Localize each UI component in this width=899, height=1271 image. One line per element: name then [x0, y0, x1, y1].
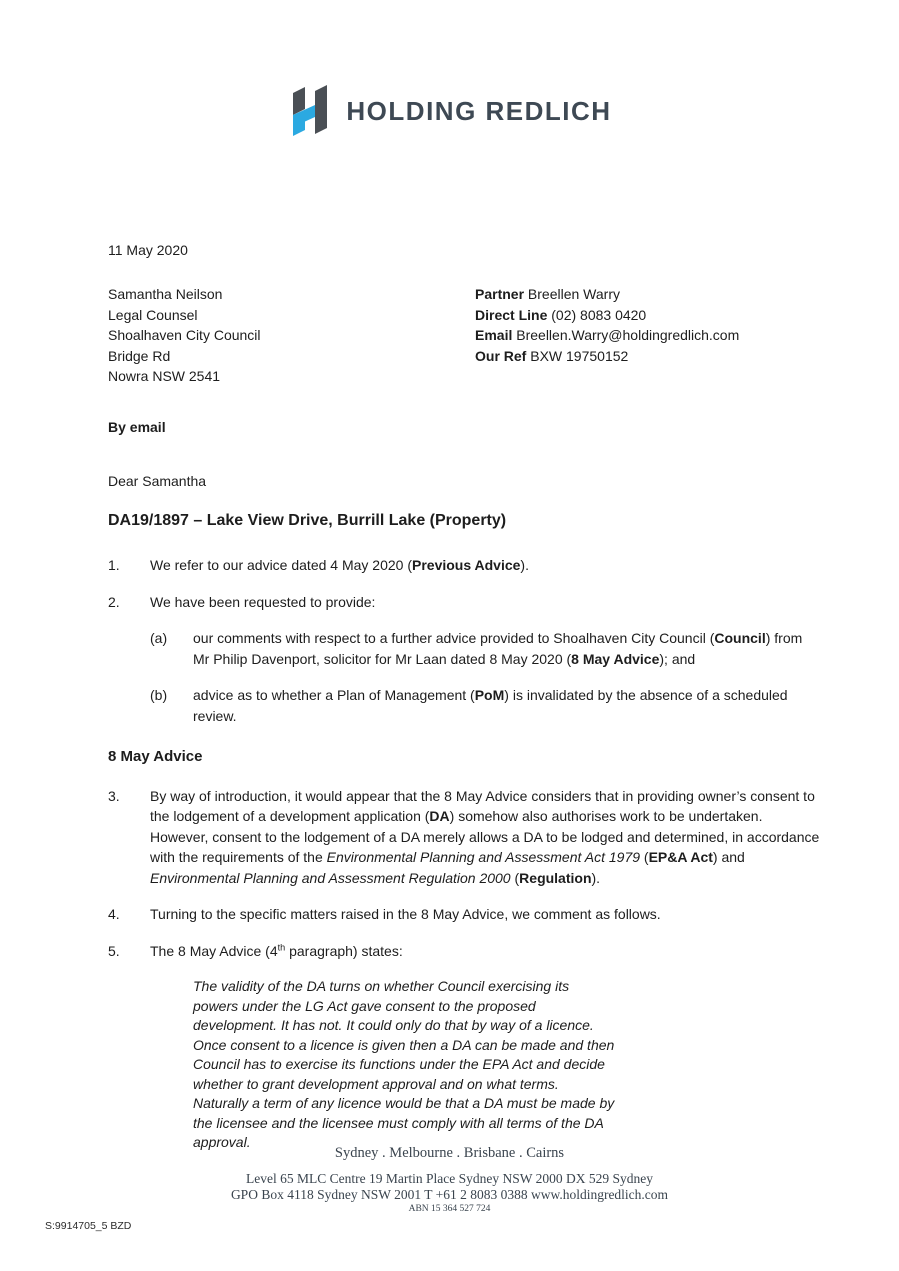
subject-line: DA19/1897 – Lake View Drive, Burrill Lake (Property): [108, 512, 507, 529]
list-letter: (a): [150, 630, 168, 646]
list-item-4: [108, 904, 820, 925]
list-number: 2.: [108, 593, 120, 610]
list-item-5: [108, 941, 820, 962]
salutation: Dear Samantha: [108, 473, 207, 489]
list-text: advice as to whether a Plan of Management (PoM) is invalidated by the absence of a scheduled review.: [193, 687, 788, 724]
recipient-organisation: Shoalhaven City Council: [108, 327, 261, 343]
list-letter: (b): [150, 687, 168, 703]
brand-logo: [0, 84, 899, 138]
footer-abn: ABN 15 364 527 724: [408, 1204, 491, 1214]
list-number: 1.: [108, 557, 120, 573]
recipient-block: [108, 284, 261, 387]
contact-row-our-ref: Our Ref BXW 19750152: [475, 347, 629, 364]
list-item-2: [108, 592, 820, 613]
footer-address-line-2: GPO Box 4118 Sydney NSW 2001 T +61 2 8083 0388 www.holdingredlich.com: [230, 1186, 669, 1202]
list-item-2a: [108, 628, 820, 669]
letter-date: 11 May 2020: [108, 242, 188, 258]
delivery-method: By email: [108, 419, 166, 435]
doc-ref: S:9914705_5 BZD: [45, 1220, 132, 1232]
list-text: our comments with respect to a further advice provided to Shoalhaven City Council (Council) from Mr Philip Davenport, solicitor for Mr Laan dated 8 May 2020 (8 May Advice); and: [193, 630, 803, 667]
list-item-3: [108, 786, 820, 889]
holding-redlich-logo-icon: [287, 84, 333, 138]
recipient-city: Nowra NSW 2541: [108, 368, 221, 384]
footer-address-line-1: Level 65 MLC Centre 19 Martin Place Sydney NSW 2000 DX 529 Sydney: [246, 1171, 653, 1186]
contact-block: [475, 284, 739, 366]
list-number: 4.: [108, 906, 120, 922]
section-heading: 8 May Advice: [108, 748, 203, 765]
list-item-2b: [108, 685, 820, 726]
list-text: By way of introduction, it would appear that the 8 May Advice considers that in providing owner’s consent to the lodgement of a development application (DA) somehow also authorises work to be undertaken. However, consent to the lodgement of a DA merely allows a DA to be lodged and determined, in accordance with the requirements of the Environmental Planning and Assessment Act 1979 (EP&A Act) and Environmental Planning and Assessment Regulation 2000 (Regulation).: [150, 787, 820, 886]
list-text: We have been requested to provide:: [150, 593, 376, 610]
email-address: Breellen.Warry@holdingredlich.com: [516, 327, 740, 343]
recipient-title: Legal Counsel: [108, 306, 198, 323]
list-number: 5.: [108, 942, 120, 959]
list-text: The 8 May Advice (4th paragraph) states:: [150, 941, 403, 959]
letter-body: [108, 555, 820, 1153]
quote-block: The validity of the DA turns on whether Council exercising its powers under the LG Act gave consent to the proposed development. It has not. It could only do that by way of a licence. Once consent to a licence is given then a DA can be made and then Council has to exercise its functions under the EPA Act and decide whether to grant development approval and on what terms. Naturally a term of any licence would be that a DA must be made by the licensee and the licensee must comply with all terms of the DA approval.: [193, 978, 615, 1150]
list-item-1: [108, 555, 820, 576]
recipient-name: Samantha Neilson: [108, 286, 223, 302]
brand-wordmark: HOLDING REDLICH: [346, 95, 612, 126]
list-text: We refer to our advice dated 4 May 2020 (Previous Advice).: [150, 557, 529, 573]
contact-row-partner: Partner Breellen Warry: [475, 286, 620, 302]
footer-cities: Sydney . Melbourne . Brisbane . Cairns: [334, 1145, 565, 1161]
contact-row-email: Email Breellen.Warry@holdingredlich.com: [475, 327, 740, 343]
footer-address: [0, 1171, 899, 1202]
recipient-street: Bridge Rd: [108, 347, 171, 364]
contact-row-direct-line: Direct Line (02) 8083 0420: [475, 306, 647, 323]
list-number: 3.: [108, 787, 120, 804]
list-text: Turning to the specific matters raised in the 8 May Advice, we comment as follows.: [150, 906, 661, 922]
